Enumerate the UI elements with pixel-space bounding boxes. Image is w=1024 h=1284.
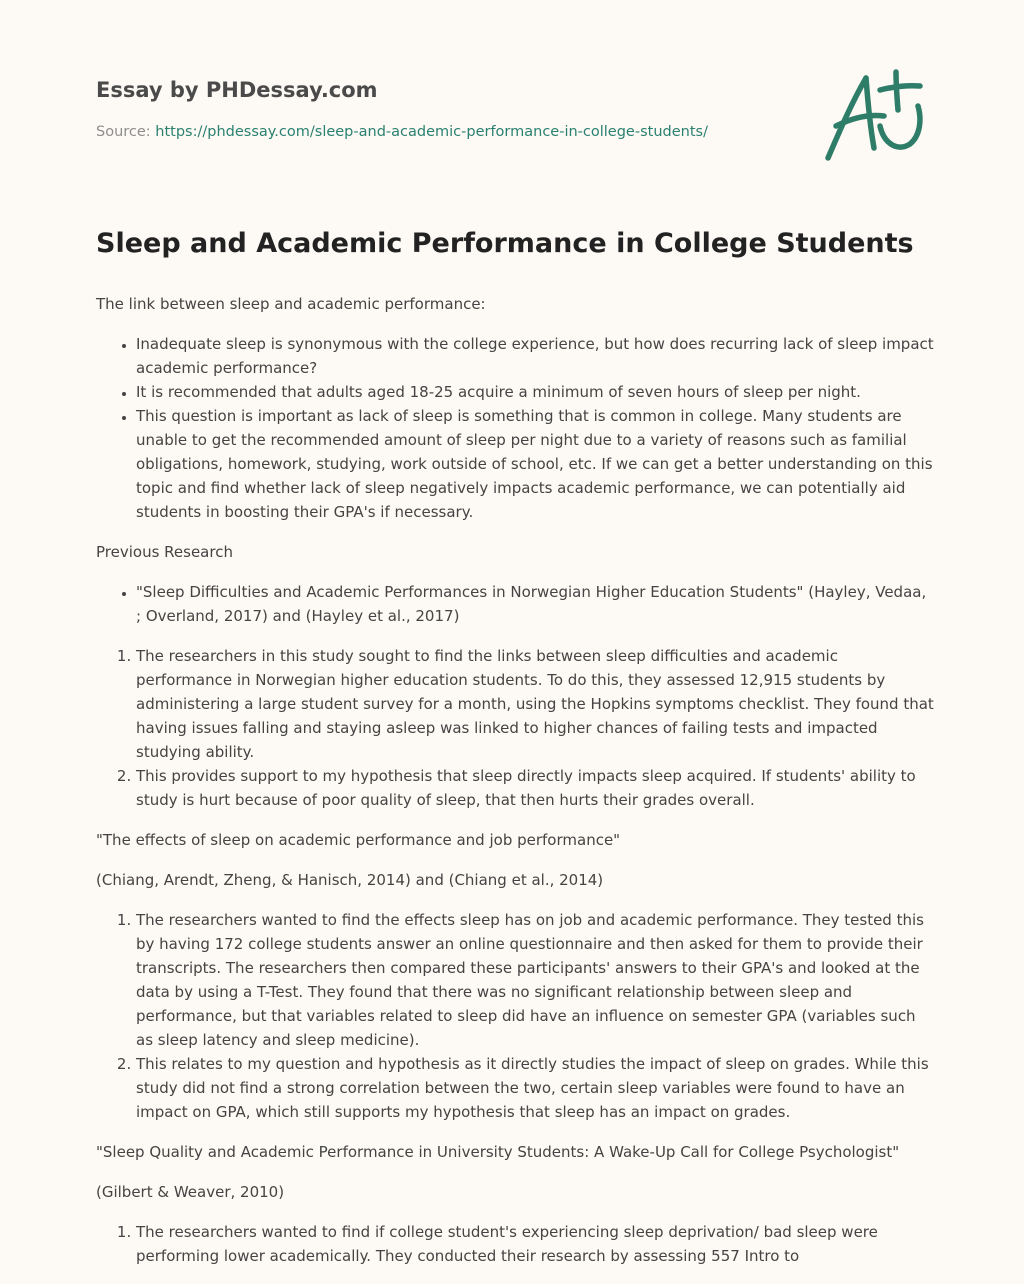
- list-item: 2. This provides support to my hypothesis that sleep directly impacts sleep acquired. If students' ability to study is hurt because of poor quality of sleep, that then hurts their grades overall.: [136, 764, 936, 812]
- research-numbered-list-1: [96, 644, 936, 812]
- source-link[interactable]: https://phdessay.com/sleep-and-academic-performance-in-college-students/: [155, 124, 708, 140]
- list-item: 2. This relates to my question and hypothesis as it directly studies the impact of sleep on grades. While this study did not find a strong correlation between the two, certain sleep variables were found to have an impact on GPA, which still supports my hypothesis that sleep has an impact on grades.: [136, 1052, 936, 1124]
- study-citation-3: (Gilbert & Weaver, 2010): [96, 1183, 285, 1201]
- intro-bullet-list: [96, 332, 936, 524]
- a-plus-logo: [818, 64, 930, 168]
- list-item: 1. The researchers wanted to find the effects sleep has on job and academic performance. They tested this by having 172 college students answer an online questionnaire and then asked for them to provide their transcripts. The researchers then compared these participants' answers to their GPA's and looked at the data by using a T-Test. They found that there was no significant relationship between sleep and performance, but that variables related to sleep did have an influence on semester GPA (variables such as sleep latency and sleep medicine).: [136, 908, 936, 1052]
- study-citation-2: (Chiang, Arendt, Zheng, & Hanisch, 2014) and (Chiang et al., 2014): [96, 871, 604, 889]
- list-item: 1. The researchers in this study sought to find the links between sleep difficulties and academic performance in Norwegian higher education students. To do this, they assessed 12,915 students by administering a large student survey for a month, using the Hopkins symptoms checklist. They found that having issues falling and staying asleep was linked to higher chances of failing tests and impacted studying ability.: [136, 644, 936, 764]
- site-brand: Essay by PHDessay.com: [96, 78, 378, 102]
- study-title-3: "Sleep Quality and Academic Performance in University Students: A Wake-Up Call for College Psychologist": [96, 1143, 900, 1161]
- list-item: • This question is important as lack of sleep is something that is common in college. Many students are unable to get the recommended amount of sleep per night due to a variety of reasons such as familial obligations, homework, studying, work outside of school, etc. If we can get a better understanding on this topic and find whether lack of sleep negatively impacts academic performance, we can potentially aid students in boosting their GPA's if necessary.: [136, 404, 936, 524]
- research-numbered-list-2: [96, 908, 936, 1124]
- list-item: • Inadequate sleep is synonymous with the college experience, but how does recurring lack of sleep impact academic performance?: [136, 332, 936, 380]
- list-item: • It is recommended that adults aged 18-25 acquire a minimum of seven hours of sleep per night.: [136, 380, 936, 404]
- a-plus-logo-icon: [818, 64, 930, 168]
- research-bullet-list: [96, 580, 936, 628]
- list-item: 1. The researchers wanted to find if college student's experiencing sleep deprivation/ bad sleep were performing lower academically. They conducted their research by assessing 557 Intro to: [136, 1220, 936, 1268]
- article-title: Sleep and Academic Performance in College Students: [96, 228, 914, 259]
- source-line: [96, 122, 796, 142]
- page-header: [96, 76, 796, 142]
- study-title-2: "The effects of sleep on academic performance and job performance": [96, 831, 621, 849]
- intro-paragraph: The link between sleep and academic performance:: [96, 295, 486, 313]
- section-heading-previous-research: Previous Research: [96, 543, 233, 561]
- research-numbered-list-3: [96, 1220, 936, 1268]
- source-label: Source:: [96, 124, 156, 140]
- list-item: • "Sleep Difficulties and Academic Performances in Norwegian Higher Education Students" (Hayley, Vedaa, ; Overland, 2017) and (Hayley et al., 2017): [136, 580, 936, 628]
- article: [96, 224, 936, 1284]
